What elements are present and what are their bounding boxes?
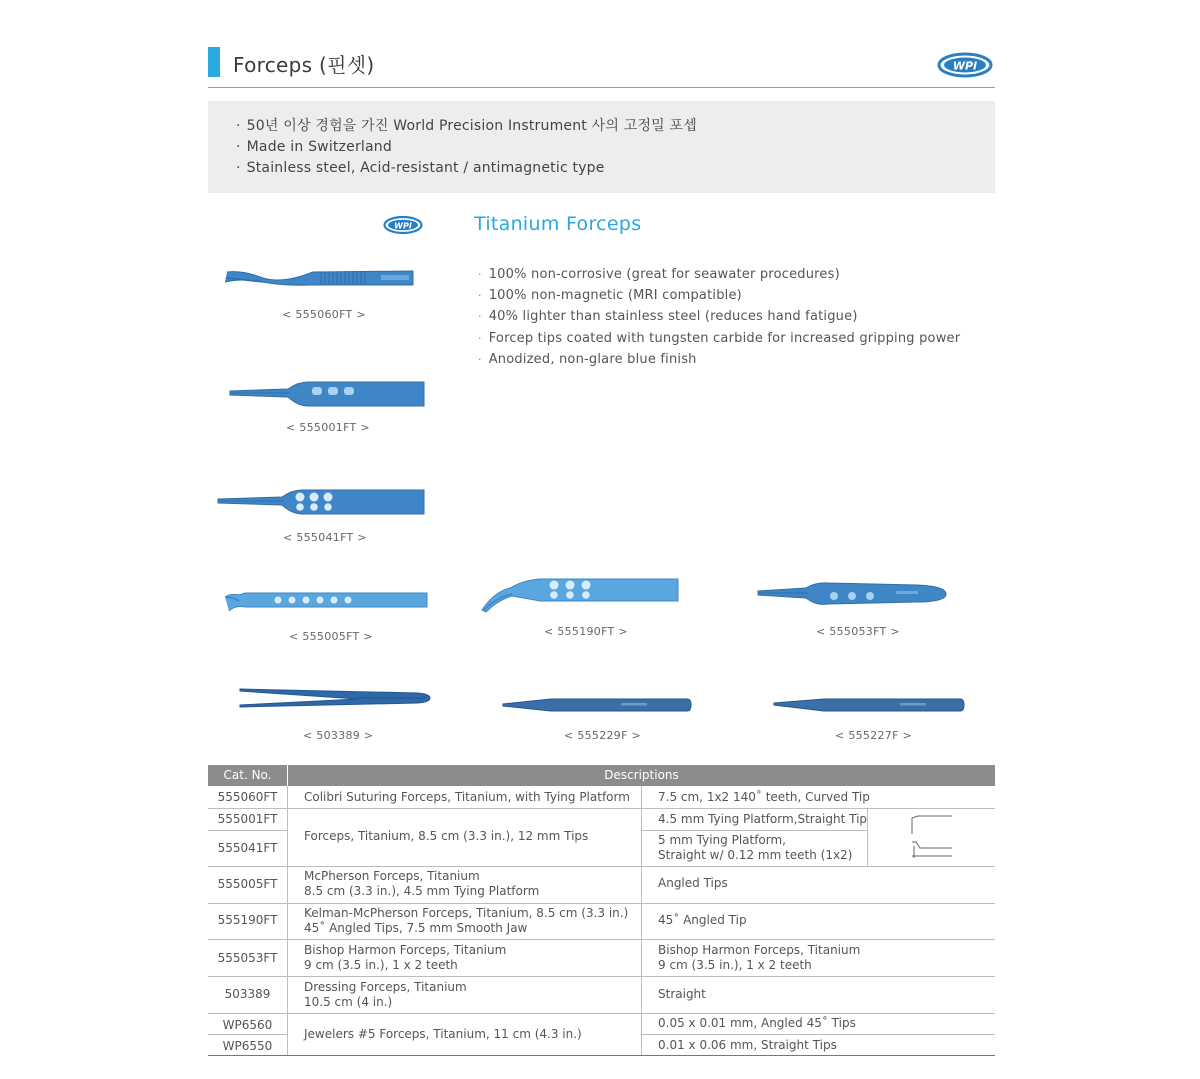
titanium-title: Titanium Forceps (474, 213, 642, 235)
product-caption: < 555227F > (835, 729, 913, 742)
table-desc-cell: Jewelers #5 Forceps, Titanium, 11 cm (4.3 in.) (304, 1027, 582, 1041)
bullet: · (478, 268, 482, 281)
table-desc-cell: Bishop Harmon Forceps, Titanium 9 cm (3.5 in.), 1 x 2 teeth (304, 943, 507, 972)
table-header-desc: Descriptions (288, 765, 995, 786)
bullet: · (478, 310, 482, 324)
intro-box (208, 101, 995, 193)
table-detail-cell: Bishop Harmon Forceps, Titanium 9 cm (3.5 in.), 1 x 2 teeth (658, 943, 861, 972)
feature-item (478, 328, 960, 349)
product-image-555053FT (756, 580, 948, 608)
feature-item (478, 349, 960, 370)
intro-text: Stainless steel, Acid-resistant / antimagnetic type (246, 160, 605, 176)
product-caption: < 555053FT > (816, 625, 900, 638)
table-cat-cell: WP6550 (222, 1039, 273, 1053)
table-detail-cell: 5 mm Tying Platform, Straight w/ 0.12 mm teeth (1x2) (658, 833, 853, 862)
product-image-555190FT (480, 574, 682, 614)
intro-text: Made in Switzerland (246, 139, 392, 155)
table-desc-cell: Colibri Suturing Forceps, Titanium, with Tying Platform (304, 790, 630, 804)
intro-text: 50년 이상 경험을 가진 World Precision Instrument 사의 고정밀 포셉 (246, 118, 697, 134)
product-image-555001FT (228, 378, 426, 410)
table-detail-cell: 0.05 x 0.01 mm, Angled 45˚ Tips (658, 1016, 856, 1030)
bullet: · (236, 160, 241, 176)
product-caption: < 555060FT > (282, 308, 366, 321)
bullet: · (478, 352, 482, 366)
product-caption: < 555229F > (564, 729, 642, 742)
intro-item (236, 116, 995, 137)
row-line (208, 866, 995, 867)
table-desc-cell: Dressing Forceps, Titanium 10.5 cm (4 in.) (304, 980, 467, 1009)
page-title: Forceps (핀셋) (233, 53, 375, 77)
svg-text:WPI: WPI (952, 59, 978, 73)
feature-item (478, 306, 960, 327)
bullet: · (478, 289, 482, 303)
feature-text: 40% lighter than stainless steel (reduces hand fatigue) (488, 309, 858, 325)
table-divider (867, 808, 868, 866)
feature-text: Forcep tips coated with tungsten carbide for increased gripping power (488, 330, 961, 346)
row-line (641, 1034, 995, 1035)
row-line (208, 1013, 995, 1014)
table-cat-cell: 503389 (224, 987, 271, 1001)
forceps-jewelers-icon (501, 694, 693, 716)
tip-diagram-icon (908, 812, 960, 864)
table-cat-cell: 555053FT (217, 951, 278, 965)
forceps-dressing-icon (238, 686, 432, 710)
wpi-logo-icon (937, 51, 993, 79)
bullet: · (236, 118, 241, 134)
table-bottom-line (208, 1055, 995, 1056)
intro-list (208, 101, 995, 179)
intro-item (236, 158, 995, 179)
bullet: · (478, 331, 482, 345)
row-line (208, 830, 287, 831)
feature-text: 100% non-corrosive (great for seawater procedures) (488, 267, 840, 282)
table-divider (641, 786, 642, 1055)
forceps-jewelers-icon (772, 694, 966, 716)
product-caption: < 555005FT > (289, 630, 373, 643)
feature-text: Anodized, non-glare blue finish (488, 351, 697, 367)
table-header-cat: Cat. No. (208, 765, 287, 786)
product-caption: < 555190FT > (544, 625, 628, 638)
feature-item (478, 264, 960, 285)
intro-item (236, 137, 995, 158)
table-detail-cell: 45˚ Angled Tip (658, 913, 747, 927)
table-detail-cell: 4.5 mm Tying Platform,Straight Tip (658, 812, 868, 826)
forceps-angled-platform-icon (480, 574, 682, 614)
section-header (208, 44, 995, 88)
product-image-555041FT (216, 486, 426, 518)
product-image-555060FT (223, 258, 418, 298)
table-detail-cell: 0.01 x 0.06 mm, Straight Tips (658, 1038, 837, 1052)
product-caption: < 555041FT > (283, 531, 367, 544)
catalog-page (208, 0, 995, 1079)
wpi-small-logo-icon (383, 215, 423, 235)
forceps-bishop-harmon-icon (756, 580, 948, 608)
forceps-angled-icon (223, 585, 429, 615)
forceps-tying-platform-icon (216, 486, 426, 518)
table-desc-cell: Kelman-McPherson Forceps, Titanium, 8.5 cm (3.3 in.) 45˚ Angled Tips, 7.5 mm Smooth Jaw (304, 906, 629, 935)
feature-text: 100% non-magnetic (MRI compatible) (488, 288, 742, 304)
bullet: · (236, 139, 241, 155)
product-image-503389 (238, 686, 432, 710)
table-detail-cell: Straight (658, 987, 706, 1001)
table-detail-cell: Angled Tips (658, 876, 728, 890)
table-cat-cell: 555190FT (217, 913, 278, 927)
product-image-555005FT (223, 585, 429, 615)
table-cat-cell: 555001FT (217, 812, 278, 826)
titanium-feature-list (478, 264, 960, 370)
header-accent-bar (208, 47, 220, 77)
product-caption: < 555001FT > (286, 421, 370, 434)
row-line (208, 976, 995, 977)
row-line (641, 830, 867, 831)
svg-text:WPI: WPI (394, 221, 412, 231)
row-line (208, 903, 995, 904)
forceps-tying-platform-icon (228, 378, 426, 410)
row-line (208, 939, 995, 940)
product-image-555227F (772, 694, 966, 716)
table-cat-cell: 555060FT (217, 790, 278, 804)
feature-item (478, 285, 960, 306)
forceps-curved-icon (223, 258, 418, 298)
row-line (208, 1034, 287, 1035)
table-cat-cell: 555005FT (217, 877, 278, 891)
table-cat-cell: 555041FT (217, 841, 278, 855)
row-line (208, 808, 995, 809)
table-desc-cell: McPherson Forceps, Titanium 8.5 cm (3.3 in.), 4.5 mm Tying Platform (304, 869, 540, 898)
product-image-555229F (501, 694, 693, 716)
table-desc-cell: Forceps, Titanium, 8.5 cm (3.3 in.), 12 mm Tips (304, 829, 589, 843)
product-caption: < 503389 > (303, 729, 374, 742)
table-divider (287, 786, 288, 1055)
table-cat-cell: WP6560 (222, 1018, 273, 1032)
table-detail-cell: 7.5 cm, 1x2 140˚ teeth, Curved Tip (658, 790, 870, 804)
